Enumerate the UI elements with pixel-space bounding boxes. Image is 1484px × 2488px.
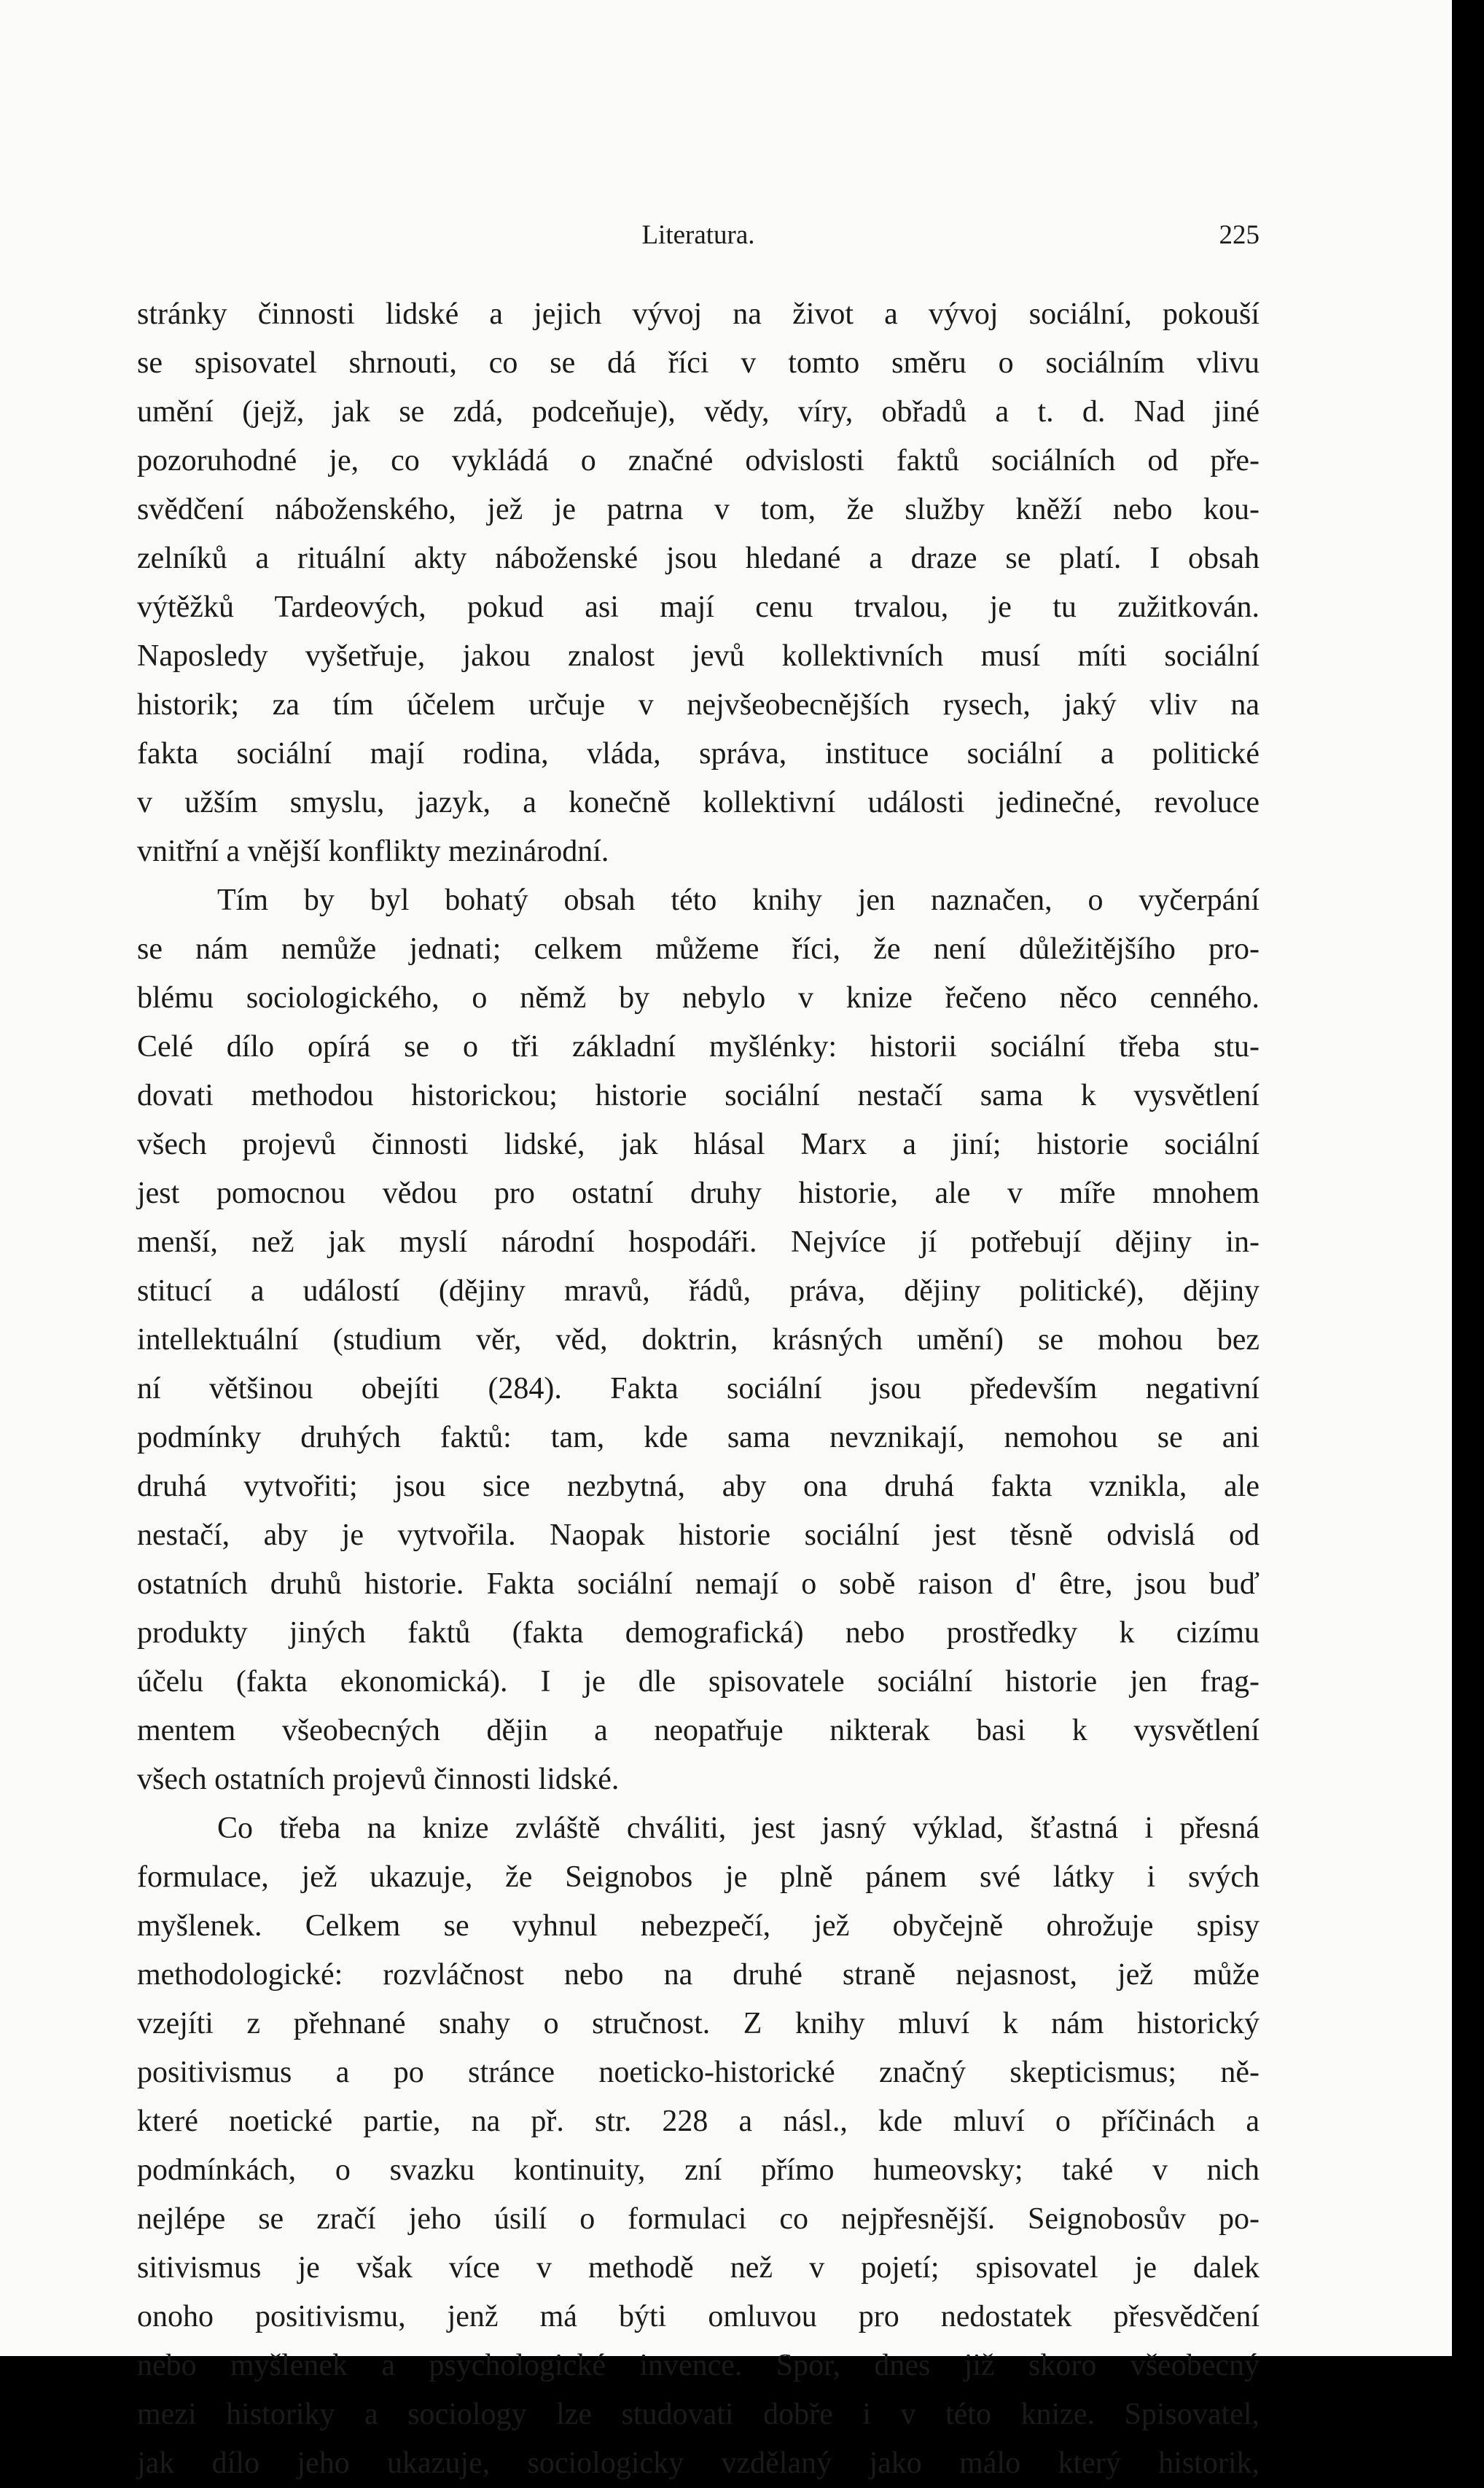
text-line: sitivismus je však více v methodě než v pojetí; spisovatel je dalek (137, 2251, 1260, 2285)
text-line: jak dílo jeho ukazuje, sociologicky vzdělaný jako málo který historik, (137, 2446, 1260, 2480)
text-line: druhá vytvořiti; jsou sice nezbytná, aby ona druhá fakta vznikla, ale (137, 1470, 1260, 1503)
text-line: jest pomocnou vědou pro ostatní druhy historie, ale v míře mnohem (137, 1177, 1260, 1210)
text-line: nejlépe se zračí jeho úsilí o formulaci co nejpřesnější. Seignobosův po- (137, 2202, 1260, 2236)
text-line: Tím by byl bohatý obsah této knihy jen naznačen, o vyčerpání (217, 884, 1260, 917)
text-line: intellektuální (studium věr, věd, doktrin, krásných umění) se mohou bez (137, 1323, 1260, 1357)
text-line: mentem všeobecných dějin a neopatřuje nikterak basi k vysvětlení (137, 1714, 1260, 1747)
text-line: všech projevů činnosti lidské, jak hlásal Marx a jiní; historie sociální (137, 1128, 1260, 1161)
page-header (137, 219, 1260, 252)
text-line: mezi historiky a sociology lze studovati dobře i v této knize. Spisovatel, (137, 2398, 1260, 2431)
text-line: svědčení náboženského, jež je patrna v tom, že služby kněží nebo kou- (137, 493, 1260, 526)
text-line: vzejíti z přehnané snahy o stručnost. Z knihy mluví k nám historický (137, 2007, 1260, 2040)
text-line: ostatních druhů historie. Fakta sociální nemají o sobě raison d' être, jsou buď (137, 1567, 1260, 1601)
text-line: vnitřní a vnější konflikty mezinárodní. (137, 835, 609, 868)
text-line: se spisovatel shrnouti, co se dá říci v tomto směru o sociálním vlivu (137, 346, 1260, 380)
body-text (137, 290, 1260, 2488)
text-line: stitucí a událostí (dějiny mravů, řádů, práva, dějiny politické), dějiny (137, 1274, 1260, 1308)
text-line: se nám nemůže jednati; celkem můžeme říci, že není důležitějšího pro- (137, 932, 1260, 966)
text-line: dovati methodou historickou; historie sociální nestačí sama k vysvětlení (137, 1079, 1260, 1112)
text-line: produkty jiných faktů (fakta demografická) nebo prostředky k cizímu (137, 1616, 1260, 1650)
running-title: Literatura. (641, 220, 755, 250)
text-line: v užším smyslu, jazyk, a konečně kollektivní události jedinečné, revoluce (137, 786, 1260, 819)
page-number: 225 (1219, 220, 1260, 250)
text-line: nestačí, aby je vytvořila. Naopak historie sociální jest těsně odvislá od (137, 1518, 1260, 1552)
text-line: fakta sociální mají rodina, vláda, správa, instituce sociální a politické (137, 737, 1260, 771)
text-line: Co třeba na knize zvláště chváliti, jest jasný výklad, šťastná i přesná (217, 1812, 1260, 1845)
text-line: umění (jejž, jak se zdá, podceňuje), vědy, víry, obřadů a t. d. Nad jiné (137, 395, 1260, 429)
text-line: positivismus a po stránce noeticko-historické značný skepticismus; ně- (137, 2056, 1260, 2089)
text-line: ní většinou obejíti (284). Fakta sociální jsou především negativní (137, 1372, 1260, 1405)
text-line: formulace, jež ukazuje, že Seignobos je plně pánem své látky i svých (137, 1860, 1260, 1894)
text-line: účelu (fakta ekonomická). I je dle spisovatele sociální historie jen frag- (137, 1665, 1260, 1699)
text-line: myšlenek. Celkem se vyhnul nebezpečí, jež obyčejně ohrožuje spisy (137, 1909, 1260, 1943)
text-line: nebo myšlenek a psychologické invence. Spor, dnes již skoro všeobecný (137, 2349, 1260, 2382)
text-line: Celé dílo opírá se o tři základní myšlénky: historii sociální třeba stu- (137, 1030, 1260, 1064)
text-line: onoho positivismu, jenž má býti omluvou pro nedostatek přesvědčení (137, 2300, 1260, 2333)
text-line: podmínkách, o svazku kontinuity, zní přímo humeovsky; také v nich (137, 2153, 1260, 2187)
text-line: podmínky druhých faktů: tam, kde sama nevznikají, nemohou se ani (137, 1421, 1260, 1454)
text-line: methodologické: rozvláčnost nebo na druhé straně nejasnost, jež může (137, 1958, 1260, 1992)
text-line: stránky činnosti lidské a jejich vývoj na život a vývoj sociální, pokouší (137, 297, 1260, 331)
text-line: všech ostatních projevů činnosti lidské. (137, 1763, 620, 1796)
text-line: které noetické partie, na př. str. 228 a násl., kde mluví o příčinách a (137, 2105, 1260, 2138)
text-line: blému sociologického, o němž by nebylo v knize řečeno něco cenného. (137, 981, 1260, 1015)
text-line: Naposledy vyšetřuje, jakou znalost jevů kollektivních musí míti sociální (137, 639, 1260, 673)
text-line: výtěžků Tardeových, pokud asi mají cenu trvalou, je tu zužitkován. (137, 590, 1260, 624)
text-line: zelníků a rituální akty náboženské jsou hledané a draze se platí. I obsah (137, 542, 1260, 575)
text-line: pozoruhodné je, co vykládá o značné odvislosti faktů sociálních od pře- (137, 444, 1260, 477)
text-line: historik; za tím účelem určuje v nejvšeobecnějších rysech, jaký vliv na (137, 688, 1260, 722)
text-line: menší, než jak myslí národní hospodáři. Nejvíce jí potřebují dějiny in- (137, 1225, 1260, 1259)
